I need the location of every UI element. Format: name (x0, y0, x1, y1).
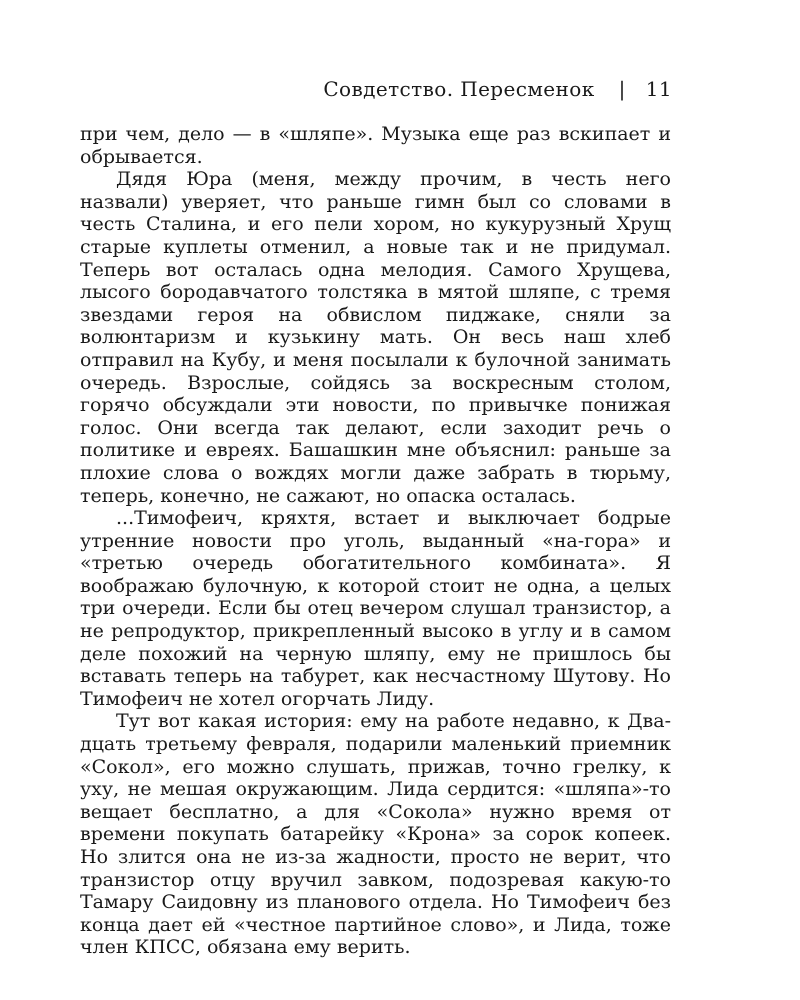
chapter-title: Совдетство. Пересменок (323, 77, 595, 101)
header-separator: | (618, 77, 626, 101)
paragraph: ...Тимофеич, кряхтя, встает и выключает бодрые утренние новости про уголь, выданный «на-гора» и «третью очередь обогатительного комбината». Я воображаю булочную, к которой стоит не одна, а целых три очереди. Если бы отец вечером слушал транзистор, а не репродуктор, прикрепленный высоко в углу и в самом деле похожий на черную шляпу, ему не пришлось бы вставать теперь на табурет, как несчастному Шутову. Но Тимофеич не хотел огорчать Лиду. (80, 507, 671, 710)
running-header (323, 77, 672, 101)
paragraph: Дядя Юра (меня, между прочим, в честь него назвали) уверяет, что раньше гимн был со словами в честь Сталина, и его пели хором, но кукурузный Хрущ старые куплеты отменил, а новые так и не придумал. Теперь вот осталась одна мелодия. Самого Хрущева, лысого бородавчатого толстяка в мятой шляпе, с тремя звездами героя на обвислом пиджаке, сняли за волюнтаризм и кузькину мать. Он весь наш хлеб отправил на Кубу, и меня посылали к булочной занимать очередь. Взрослые, сойдясь за воскресным столом, горячо обсуждали эти новости, по привычке понижая голос. Они всегда так делают, если заходит речь о политике и евреях. Башашкин мне объяснил: раньше за плохие слова о вождях могли даже забрать в тюрьму, теперь, конечно, не сажают, но опаска осталась. (80, 168, 671, 507)
paragraph-continuation: при чем, дело — в «шляпе». Музыка еще раз вскипает и обрывается. (80, 123, 671, 168)
page-number: 11 (645, 77, 672, 101)
body-text (80, 123, 671, 959)
paragraph: Тут вот какая история: ему на работе недавно, к Двадцать третьему февраля, подарили маленький приемник «Сокол», его можно слушать, прижав, точно грелку, к уху, не мешая окружающим. Лида сердится: «шляпа»-то вещает бесплатно, а для «Сокола» нужно время от времени покупать батарейку «Крона» за сорок копеек. Но злится она не из-за жадности, просто не верит, что транзистор отцу вручил завком, подозревая какую-то Тамару Саидовну из планового отдела. Но Тимофеич без конца дает ей «честное партийное слово», и Лида, тоже член КПСС, обязана ему верить. (80, 710, 671, 959)
